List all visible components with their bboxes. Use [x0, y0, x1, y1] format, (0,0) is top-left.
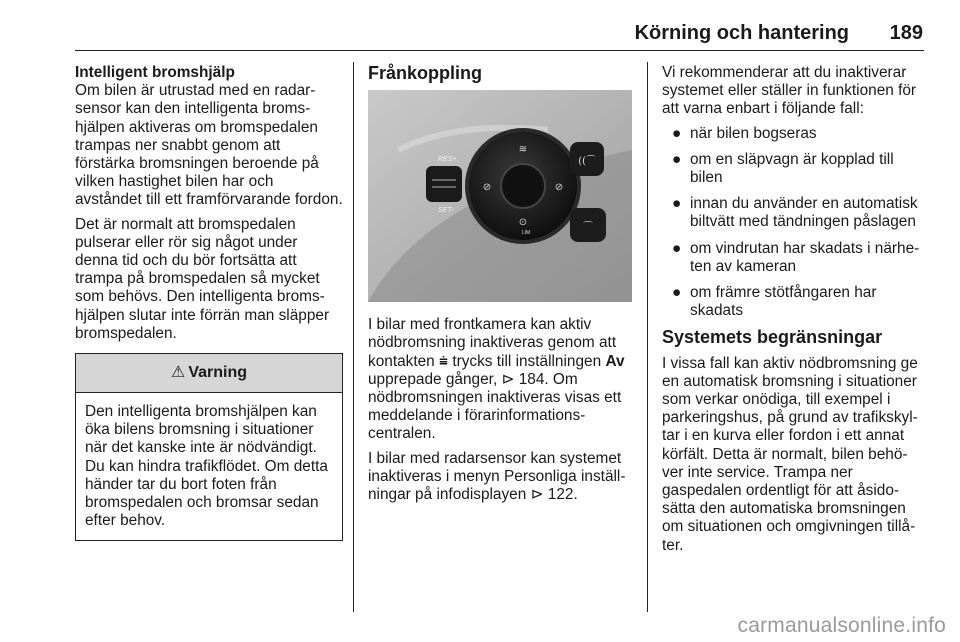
svg-text:≋: ≋ — [518, 144, 528, 156]
svg-text:⌒: ⌒ — [583, 222, 593, 234]
section-heading: Frånkoppling — [368, 63, 482, 83]
bullet-icon: ● — [672, 195, 682, 213]
bullet-icon: ● — [672, 284, 682, 302]
text-run: trycks till inställningen — [452, 352, 602, 370]
text-run: 122. — [547, 486, 578, 504]
text-run: I bilar med radarsensor kan systemet inaktiveras i menyn Personliga inställ-ningar på infodisplayen — [368, 449, 626, 504]
res-label: RES+ — [438, 156, 457, 164]
page-reference-icon: ⊳ — [501, 370, 515, 388]
lim-label: LIM — [521, 230, 531, 237]
warning-triangle-icon: ⚠ — [170, 363, 186, 381]
list-item — [662, 284, 928, 320]
paragraph — [368, 316, 634, 443]
bullet-icon: ● — [672, 124, 682, 142]
header-title: Körning och hantering — [634, 22, 849, 44]
page-number: 189 — [889, 22, 923, 44]
warning-box — [75, 353, 343, 541]
header-rule — [75, 50, 924, 51]
bullet-icon: ● — [672, 239, 682, 257]
column-divider — [647, 62, 648, 612]
paragraph — [368, 450, 634, 505]
text-run: 184. Om nödbromsningen inaktiveras visas ett meddelande i förarinformations-centralen. — [368, 370, 622, 443]
svg-text:⊙: ⊙ — [518, 217, 528, 229]
set-label: SET- — [438, 207, 454, 215]
column-2 — [368, 64, 634, 510]
collision-warning-icon: ⩧ — [439, 352, 449, 370]
list-item-text: när bilen bogseras — [690, 124, 817, 142]
list-item — [662, 195, 928, 231]
steering-wheel-illustration — [368, 90, 632, 302]
text-run: I bilar med frontkamera kan aktiv nödbromsning inaktiveras genom att kontakten — [368, 316, 617, 370]
list-item — [662, 151, 928, 187]
watermark: carmanualsonline.info — [737, 614, 946, 637]
svg-text:((⌒: ((⌒ — [578, 156, 596, 168]
list-item-text: om vindrutan har skadats i närhe-ten av kameran — [690, 239, 920, 275]
section-heading: Intelligent bromshjälp — [75, 64, 235, 81]
warning-title: Varning — [188, 363, 248, 381]
page-reference-icon: ⊳ — [530, 486, 544, 504]
bullet-icon: ● — [672, 150, 682, 168]
steering-wheel-controls-image — [368, 90, 632, 302]
column-1 — [75, 64, 343, 541]
list-item-text: om en släpvagn är kopplad till bilen — [690, 150, 894, 187]
warning-body: Den intelligenta bromshjälpen kan öka bilens bromsning i situationer när det kanske inte är nödvändigt. Du kan hindra trafikflödet. Om detta händer tar du bort foten från bromspedalen och bromsar sedan efter behov. — [85, 403, 328, 530]
paragraph: I vissa fall kan aktiv nödbromsning ge en automatisk bromsning i situationer som verkar onödiga, till exempel i parkeringshus, på grund av trafikskyl-tar i en kurva eller fordon i ett annat körfält. Detta är normalt, bilen behö-ver inte service. Trampa ner gaspedalen ordentligt för att åsido-sätta den automatiska bromsningen om situationen och omgivningen tillå-ter. — [662, 354, 918, 554]
list-item — [662, 240, 928, 276]
res-set-rocker — [426, 166, 462, 202]
list-item-text: om främre stötfångaren har skadats — [690, 284, 877, 320]
svg-text:⊘: ⊘ — [554, 182, 564, 194]
list-item — [662, 125, 928, 143]
section-heading: Systemets begränsningar — [662, 327, 883, 348]
bullet-list — [662, 125, 928, 321]
svg-text:⊘: ⊘ — [482, 182, 492, 194]
column-divider — [353, 62, 354, 612]
paragraph: Om bilen är utrustad med en radar-sensor kan den intelligenta broms-hjälpen aktiveras om bromspedalen trampas ner snabbt genom att förstärka bromsningen beroende på vilken hastighet bilen har och avståndet till ett framförvarande fordon. — [75, 82, 343, 209]
paragraph: Vi rekommenderar att du inaktiverar systemet eller ställer in funktionen för att varna enbart i följande fall: — [662, 64, 917, 118]
list-item-text: innan du använder en automatisk biltvätt med tändningen påslagen — [690, 195, 918, 231]
warning-header — [76, 354, 342, 393]
paragraph: Det är normalt att bromspedalen pulserar eller rör sig något under denna tid och du bör fortsätta att trampa på bromspedalen så mycket som behövs. Den intelligenta broms-hjälpen slutar inte förrän man släpper bromspedalen. — [75, 215, 330, 342]
text-run: upprepade gånger, — [368, 370, 498, 388]
setting-name: Av — [605, 352, 625, 370]
column-3 — [662, 64, 928, 561]
